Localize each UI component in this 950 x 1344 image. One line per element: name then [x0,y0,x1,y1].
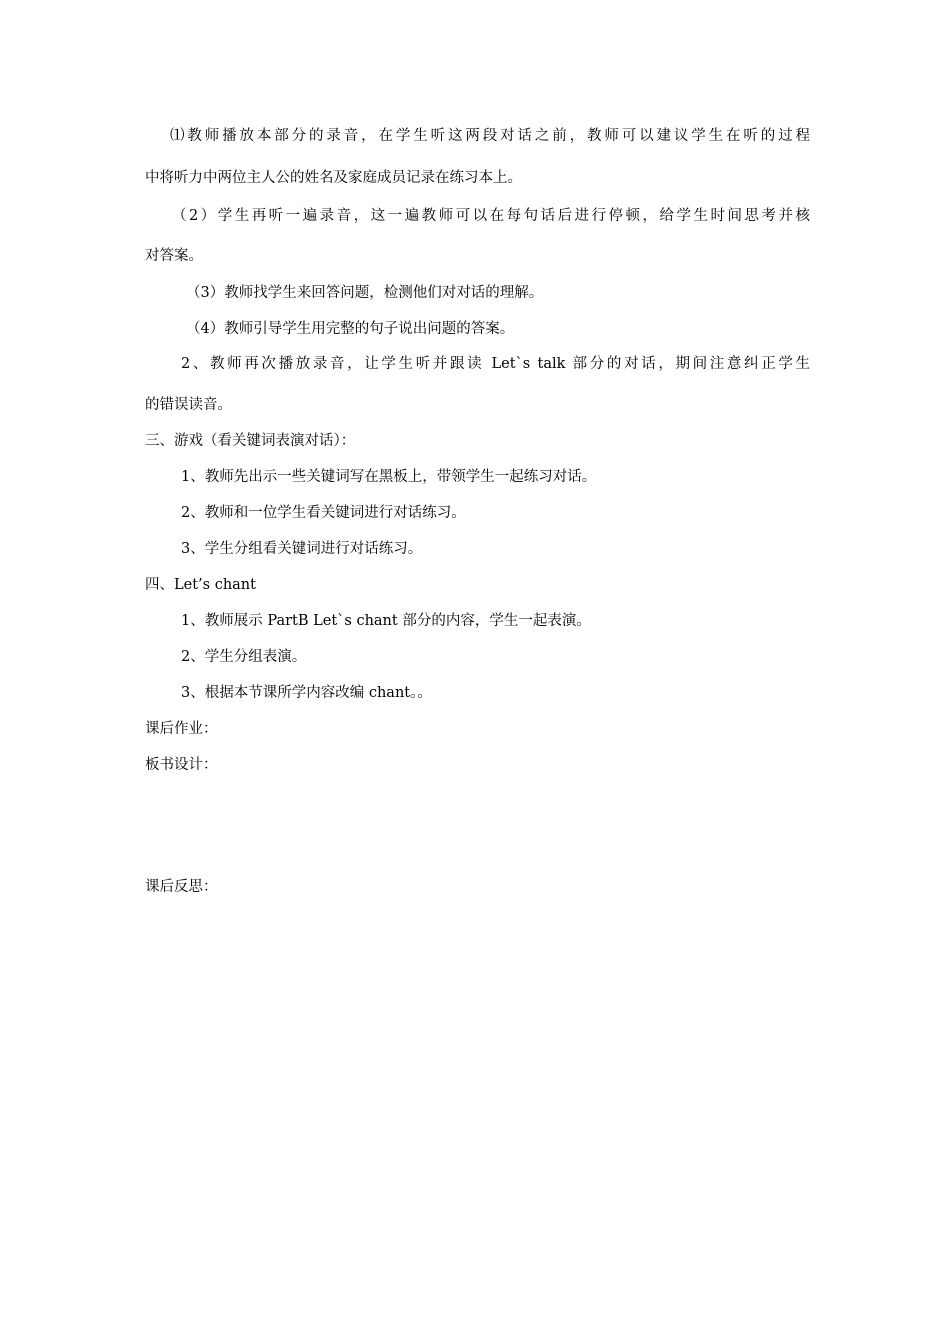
paragraph-line: 的错误读音。 [145,397,232,413]
paragraph-line: 对答案。 [145,248,203,264]
section-heading: 四、Let’s chant [145,577,256,593]
board-design-label: 板书设计： [145,757,218,773]
paragraph-line: 中将听力中两位主人公的姓名及家庭成员记录在练习本上。 [145,170,522,186]
homework-label: 课后作业： [145,721,218,737]
paragraph-line: （2）学生再听一遍录音，这一遍教师可以在每句话后进行停顿，给学生时间思考并核 [172,208,810,224]
paragraph-line: 2、学生分组表演。 [181,649,307,665]
section-heading: 三、游戏（看关键词表演对话）： [145,433,356,449]
paragraph-line: ⑴教师播放本部分的录音，在学生听这两段对话之前，教师可以建议学生在听的过程 [170,128,810,144]
paragraph-line: （3）教师找学生来回答问题，检测他们对对话的理解。 [186,285,544,301]
reflection-label: 课后反思： [145,879,218,895]
paragraph-line: 1、教师先出示一些关键词写在黑板上，带领学生一起练习对话。 [181,469,597,485]
paragraph-line: 2、教师再次播放录音，让学生听并跟读 Let`s talk 部分的对话，期间注意纠正学生 [181,356,810,372]
paragraph-line: （4）教师引导学生用完整的句子说出问题的答案。 [186,321,515,337]
paragraph-line: 3、学生分组看关键词进行对话练习。 [181,541,423,557]
paragraph-line: 1、教师展示 PartB Let`s chant 部分的内容，学生一起表演。 [181,613,591,629]
paragraph-line: 2、教师和一位学生看关键词进行对话练习。 [181,505,466,521]
paragraph-line: 3、根据本节课所学内容改编 chant。。 [181,685,432,701]
